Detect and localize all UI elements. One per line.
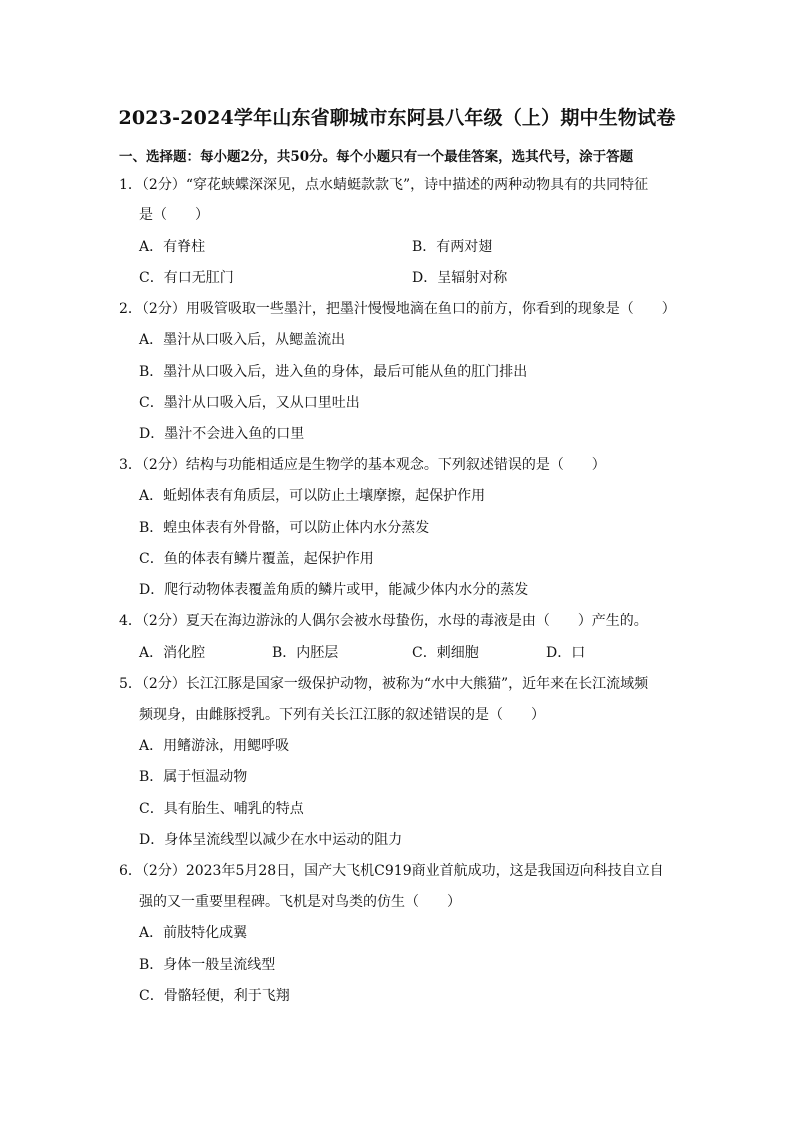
- question-2-option-b: B．墨汁从口吸入后，进入鱼的身体，最后可能从鱼的肛门排出: [139, 364, 528, 380]
- question-1-line-1: 1．（2分）“穿花蛱蝶深深见，点水蜻蜓款款飞”，诗中描述的两种动物具有的共同特征: [119, 177, 649, 193]
- question-1-option-a: A．有脊柱: [139, 239, 206, 255]
- question-3-option-d: D．爬行动物体表覆盖角质的鳞片或甲，能减少体内水分的蒸发: [139, 582, 529, 598]
- question-2-line-1: 2．（2分）用吸管吸取一些墨汁，把墨汁慢慢地滴在鱼口的前方，你看到的现象是（ ）: [119, 301, 676, 317]
- question-5-line-1: 5．（2分）长江江豚是国家一级保护动物，被称为“水中大熊猫”，近年来在长江流域频: [119, 676, 649, 692]
- question-4-option-d: D．口: [546, 645, 586, 661]
- question-5-option-a: A．用鳍游泳，用鳃呼吸: [139, 738, 290, 754]
- question-2-option-d: D．墨汁不会进入鱼的口里: [139, 426, 305, 442]
- question-4-line-1: 4．（2分）夏天在海边游泳的人偶尔会被水母蛰伤，水母的毒液是由（ ）产生的。: [119, 613, 648, 629]
- question-3-option-c: C．鱼的体表有鳞片覆盖，起保护作用: [139, 551, 374, 567]
- question-4-option-b: B．内胚层: [272, 645, 339, 661]
- question-1-option-c: C．有口无肛门: [139, 270, 234, 286]
- question-5-option-b: B．属于恒温动物: [139, 769, 248, 785]
- question-3-option-b: B．蝗虫体表有外骨骼，可以防止体内水分蒸发: [139, 520, 430, 536]
- question-2-option-c: C．墨汁从口吸入后，又从口里吐出: [139, 395, 360, 411]
- question-6-option-c: C．骨骼轻便，利于飞翔: [139, 988, 290, 1004]
- question-4-option-c: C．刺细胞: [412, 645, 479, 661]
- question-6-option-a: A．前肢特化成翼: [139, 925, 248, 941]
- question-4-option-a: A．消化腔: [139, 645, 206, 661]
- question-5-option-d: D．身体呈流线型以减少在水中运动的阻力: [139, 832, 403, 848]
- question-6-line-1: 6．（2分）2023年5月28日，国产大飞机C919商业首航成功，这是我国迈向科技自立自: [119, 863, 664, 879]
- question-6-option-b: B．身体一般呈流线型: [139, 957, 276, 973]
- question-3-option-a: A．蚯蚓体表有角质层，可以防止土壤摩擦，起保护作用: [139, 488, 486, 504]
- question-1-line-2: 是（ ）: [139, 207, 209, 223]
- section-heading: 一、选择题：每小题2分，共50分。每个小题只有一个最佳答案，选其代号，涂于答题: [119, 149, 634, 165]
- question-2-option-a: A．墨汁从口吸入后，从鳃盖流出: [139, 332, 346, 348]
- question-6-line-2: 强的又一重要里程碑。飞机是对鸟类的仿生（ ）: [139, 894, 461, 910]
- question-5-line-2: 频现身，由雌豚授乳。下列有关长江江豚的叙述错误的是（ ）: [139, 707, 545, 723]
- question-5-option-c: C．具有胎生、哺乳的特点: [139, 801, 304, 817]
- question-1-option-b: B．有两对翅: [412, 239, 493, 255]
- question-1-option-d: D．呈辐射对称: [412, 270, 508, 286]
- document-title: 2023-2024学年山东省聊城市东阿县八年级（上）期中生物试卷: [118, 107, 676, 129]
- question-3-line-1: 3．（2分）结构与功能相适应是生物学的基本观念。下列叙述错误的是（ ）: [119, 457, 606, 473]
